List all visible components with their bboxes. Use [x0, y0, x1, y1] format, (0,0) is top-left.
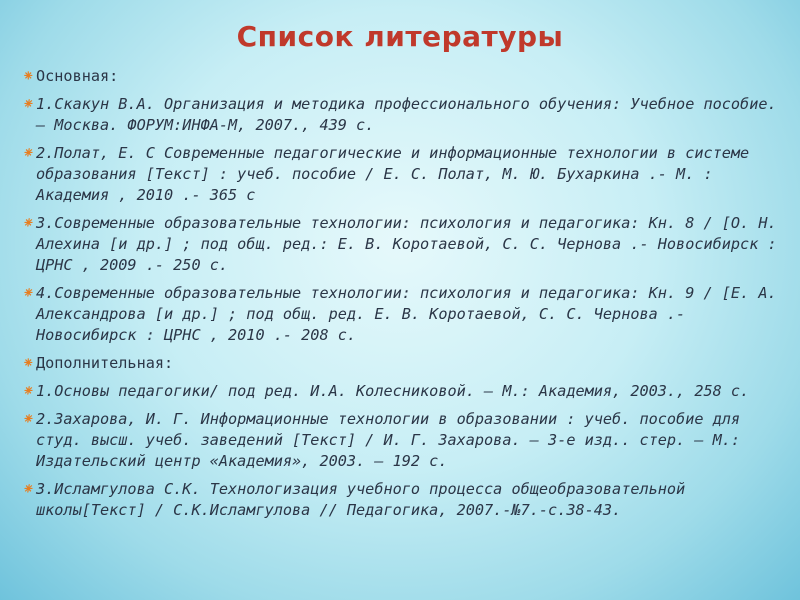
section-heading-additional	[22, 353, 784, 374]
list-item	[22, 94, 784, 136]
bullet-icon: ⁕	[22, 354, 35, 372]
reference-text: 3.Исламгулова С.К. Технологизация учебного процесса общеобразовательной школы[Текст] / С.К.Исламгулова // Педагогика, 2007.-№7.-с.38-43.	[36, 480, 686, 519]
bullet-icon: ⁕	[22, 67, 35, 85]
list-item	[22, 283, 784, 346]
section-heading-main	[22, 66, 784, 87]
bullet-icon: ⁕	[22, 480, 35, 498]
bibliography-list	[22, 66, 784, 528]
list-item	[22, 409, 784, 472]
list-item	[22, 213, 784, 276]
list-item	[22, 143, 784, 206]
bullet-icon: ⁕	[22, 214, 35, 232]
reference-text: 2.Захарова, И. Г. Информационные технологии в образовании : учеб. пособие для студ. высш. учеб. заведений [Текст] / И. Г. Захарова. – 3-е изд.. стер. – М.: Издательский центр «Академия», 2003. – 192 с.	[36, 410, 741, 470]
bullet-icon: ⁕	[22, 95, 35, 113]
bullet-icon: ⁕	[22, 382, 35, 400]
reference-text: 3.Современные образовательные технологии: психология и педагогика: Кн. 8 / [О. Н. Алехина [и др.] ; под общ. ред.: Е. В. Коротаевой, С. С. Чернова .- Новосибирск : ЦРНС , 2009 .- 250 с.	[36, 214, 777, 274]
reference-text: 4.Современные образовательные технологии: психология и педагогика: Кн. 9 / [Е. А. Александрова [и др.] ; под общ. ред. Е. В. Коротаевой, С. С. Чернова .- Новосибирск : ЦРНС , 2010 .- 208 с.	[36, 284, 777, 344]
page-title: Список литературы	[236, 20, 564, 53]
reference-text: 2.Полат, Е. С Современные педагогические и информационные технологии в системе образования [Текст] : учеб. пособие / Е. С. Полат, М. Ю. Бухаркина .- М. : Академия , 2010 .- 365 с	[36, 144, 750, 204]
bullet-icon: ⁕	[22, 284, 35, 302]
section-heading-label: Основная:	[36, 67, 119, 85]
section-heading-label: Дополнительная:	[36, 354, 174, 372]
bullet-icon: ⁕	[22, 144, 35, 162]
list-item	[22, 479, 784, 521]
reference-text: 1.Скакун В.А. Организация и методика профессионального обучения: Учебное пособие. – Москва. ФОРУМ:ИНФА-М, 2007., 439 с.	[36, 95, 777, 134]
reference-text: 1.Основы педагогики/ под ред. И.А. Колесниковой. – М.: Академия, 2003., 258 с.	[36, 382, 750, 400]
list-item	[22, 381, 784, 402]
bullet-icon: ⁕	[22, 410, 35, 428]
